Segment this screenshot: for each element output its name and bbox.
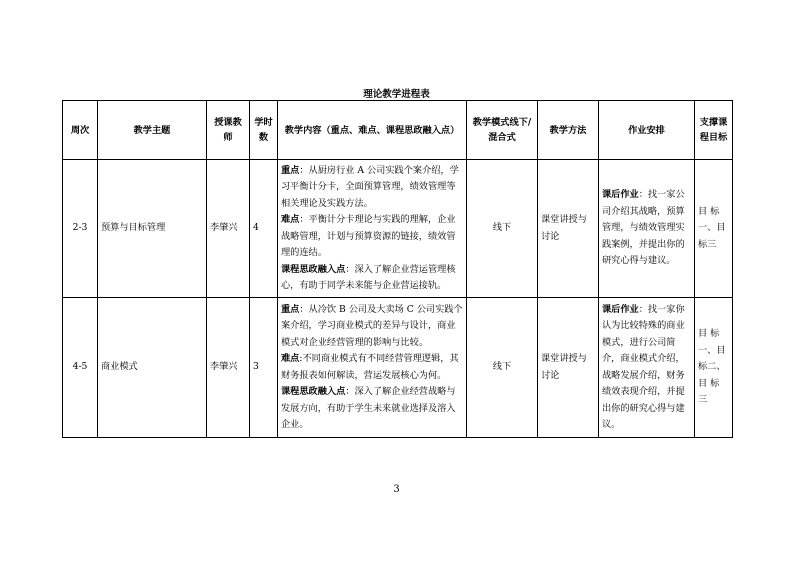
difficulty-label: 难点 <box>281 214 300 225</box>
table-row <box>63 160 733 298</box>
cell-objective: 目 标 一、目标三 <box>695 160 733 298</box>
header-content: 教学内容（重点、难点、课程思政融入点） <box>278 101 467 160</box>
cell-hours: 3 <box>250 298 278 438</box>
key-point-label: 重点 <box>281 164 300 176</box>
cell-objective: 目 标 一、目标二、目 标 三 <box>695 298 733 438</box>
header-method: 教学方法 <box>538 101 599 160</box>
cell-teacher: 李肇兴 <box>207 298 250 438</box>
cell-method: 课堂讲授与讨论 <box>538 298 599 438</box>
table-row <box>63 298 733 438</box>
cell-hours: 4 <box>250 160 278 298</box>
header-hours: 学时数 <box>250 101 278 160</box>
key-point-text: ：从厨房行业 A 公司实践个案介绍，学习平衡计分卡，全面预算管理，绩效管理等相关理论及实践方法。 <box>281 164 459 209</box>
cell-week: 4-5 <box>63 298 98 438</box>
ideology-text: ：深入了解企业经营战略与发展方向，有助于学生未来就业选择及溶入企业。 <box>281 386 456 430</box>
homework-label: 课后作业 <box>602 303 639 315</box>
key-point-text: ：从冷饮 B 公司及大卖场 C 公司实践个案介绍，学习商业模式的差异与设计，商业模式对企业经营管理的影响与比较。 <box>281 303 463 348</box>
cell-mode: 线下 <box>467 298 538 438</box>
homework-text: ：找一家公司介绍其战略，预算管理，与绩效管理实践案例，并提出你的研究心得与建议。 <box>602 189 685 267</box>
cell-homework <box>599 298 695 438</box>
homework-label: 课后作业 <box>602 189 639 201</box>
cell-mode: 线下 <box>467 160 538 298</box>
header-week: 周次 <box>63 101 98 160</box>
difficulty-text: ：平衡计分卡理论与实践的理解，企业战略管理，计划与预算资源的链接，绩效管理的连结。 <box>281 214 456 258</box>
cell-homework <box>599 160 695 298</box>
header-topic: 教学主题 <box>98 101 207 160</box>
key-point <box>281 163 463 213</box>
header-teacher: 授课教师 <box>207 101 250 160</box>
difficulty-label: 难点 <box>281 353 300 364</box>
cell-topic: 商业模式 <box>98 298 207 438</box>
header-objective: 支撑课程目标 <box>695 101 733 160</box>
cell-method: 课堂讲授与讨论 <box>538 160 599 298</box>
header-row <box>63 101 733 160</box>
difficulty-point <box>281 212 463 262</box>
cell-topic: 预算与目标管理 <box>98 160 207 298</box>
difficulty-text: :不同商业模式有不同经营管理逻辑，其财务报表如何解读，营运发展核心为何。 <box>281 353 459 381</box>
cell-week: 2-3 <box>63 160 98 298</box>
teaching-schedule-table <box>62 100 733 438</box>
cell-content <box>278 160 467 298</box>
key-point-label: 重点 <box>281 303 300 315</box>
ideology-point <box>281 384 463 434</box>
difficulty-point <box>281 351 463 384</box>
header-mode: 教学模式线下/混合式 <box>467 101 538 160</box>
cell-teacher: 李肇兴 <box>207 160 250 298</box>
header-homework: 作业安排 <box>599 101 695 160</box>
ideology-text: ：深入了解企业营运管理核心，有助于同学未来能与企业营运接轨。 <box>281 263 456 291</box>
ideology-point <box>281 262 463 295</box>
key-point <box>281 302 463 352</box>
ideology-label: 课程思政融入点 <box>281 386 346 397</box>
ideology-label: 课程思政融入点 <box>281 263 346 275</box>
homework-text: ：找一家你认为比较特殊的商业模式，进行公司简介，商业模式介绍，战略发展介绍，财务绩效表现介绍，并提出你的研究心得与建议。 <box>602 303 685 430</box>
page-number: 3 <box>393 484 400 495</box>
cell-content <box>278 298 467 438</box>
table-title: 理论教学进程表 <box>363 89 430 100</box>
